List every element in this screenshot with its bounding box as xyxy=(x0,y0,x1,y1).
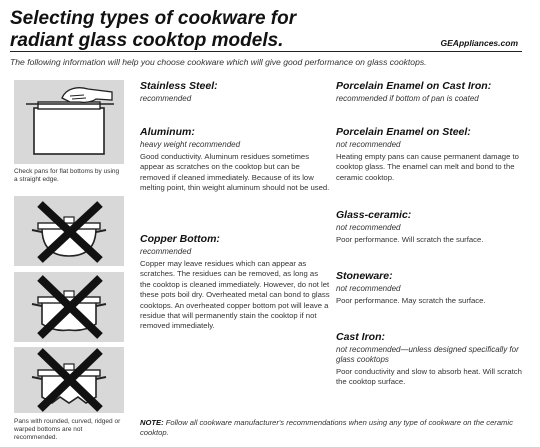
cookware-note xyxy=(140,418,522,438)
section-body: Poor conductivity and slow to absorb heat. Will scratch the cooktop surface. xyxy=(336,367,522,387)
section-rating: heavy weight recommended xyxy=(140,140,241,149)
section-body: Poor performance. May scratch the surface. xyxy=(336,296,486,305)
section-title: Stoneware: xyxy=(336,270,393,282)
section-cast-iron xyxy=(336,331,526,388)
section-title: Porcelain Enamel on Steel: xyxy=(336,126,471,138)
crossed-pot-icon xyxy=(14,196,124,266)
section-porcelain-cast-iron xyxy=(336,80,526,104)
section-body: Good conductivity. Aluminum residues sometimes appear as scratches on the cooktop but can be removed if cleaned immediately. Because of its low melting point, thin weight aluminum should not be used. xyxy=(140,152,330,193)
section-stoneware xyxy=(336,270,526,306)
page-title xyxy=(10,8,296,52)
section-rating: recommended xyxy=(140,94,192,103)
warped-pan-illustration-1 xyxy=(14,196,124,266)
title-divider xyxy=(10,51,522,52)
section-glass-ceramic xyxy=(336,209,526,245)
flat-pan-illustration xyxy=(14,80,124,164)
section-rating: recommended xyxy=(140,247,192,256)
crossed-pot-icon xyxy=(14,272,124,342)
section-title: Aluminum: xyxy=(140,126,195,138)
note-text: Follow all cookware manufacturer's recommendations when using any type of cookware on the ceramic cooktop. xyxy=(140,418,513,437)
section-title: Copper Bottom: xyxy=(140,233,220,245)
section-copper-bottom xyxy=(140,233,330,332)
title-line-1: Selecting types of cookware for xyxy=(10,8,297,29)
intro-text: The following information will help you choose cookware which will give good performance on glass cooktops. xyxy=(10,57,427,67)
crossed-pot-icon xyxy=(14,347,124,413)
section-body: Poor performance. Will scratch the surface. xyxy=(336,235,484,244)
hand-straight-edge-icon xyxy=(14,80,124,164)
section-aluminum xyxy=(140,126,330,194)
section-rating: not recommended xyxy=(336,140,401,149)
note-label: NOTE: xyxy=(140,418,164,427)
flat-pan-caption: Check pans for flat bottoms by using a straight edge. xyxy=(14,168,120,183)
warped-pan-illustration-3 xyxy=(14,347,124,413)
section-rating: not recommended—unless designed specifically for glass cooktops xyxy=(336,345,519,364)
section-rating: not recommended xyxy=(336,284,401,293)
title-line-2: radiant glass cooktop models. xyxy=(10,30,284,51)
section-stainless-steel xyxy=(140,80,330,104)
section-title: Stainless Steel: xyxy=(140,80,218,92)
warped-pan-caption: Pans with rounded, curved, ridged or warped bottoms are not recommended. xyxy=(14,418,121,441)
section-body: Copper may leave residues which can appear as scratches. The residues can be removed, as long as the cooktop is cleaned immediately. However, do not let these pots boil dry. Overheated metal can bond to glass cooktops. An overheated copper bottom pot will leave a residue that will permanently stain the cooktop if not removed immediately. xyxy=(140,259,330,331)
warped-pan-illustration-2 xyxy=(14,272,124,342)
section-rating: recommended if bottom of pan is coated xyxy=(336,94,479,103)
section-rating: not recommended xyxy=(336,223,401,232)
site-url: GEAppliances.com xyxy=(440,38,518,48)
section-title: Porcelain Enamel on Cast Iron: xyxy=(336,80,492,92)
section-title: Cast Iron: xyxy=(336,331,386,343)
section-title: Glass-ceramic: xyxy=(336,209,412,221)
section-porcelain-steel xyxy=(336,126,526,183)
section-body: Heating empty pans can cause permanent damage to cooktop glass. The enamel can melt and bond to the ceramic cooktop. xyxy=(336,152,519,182)
